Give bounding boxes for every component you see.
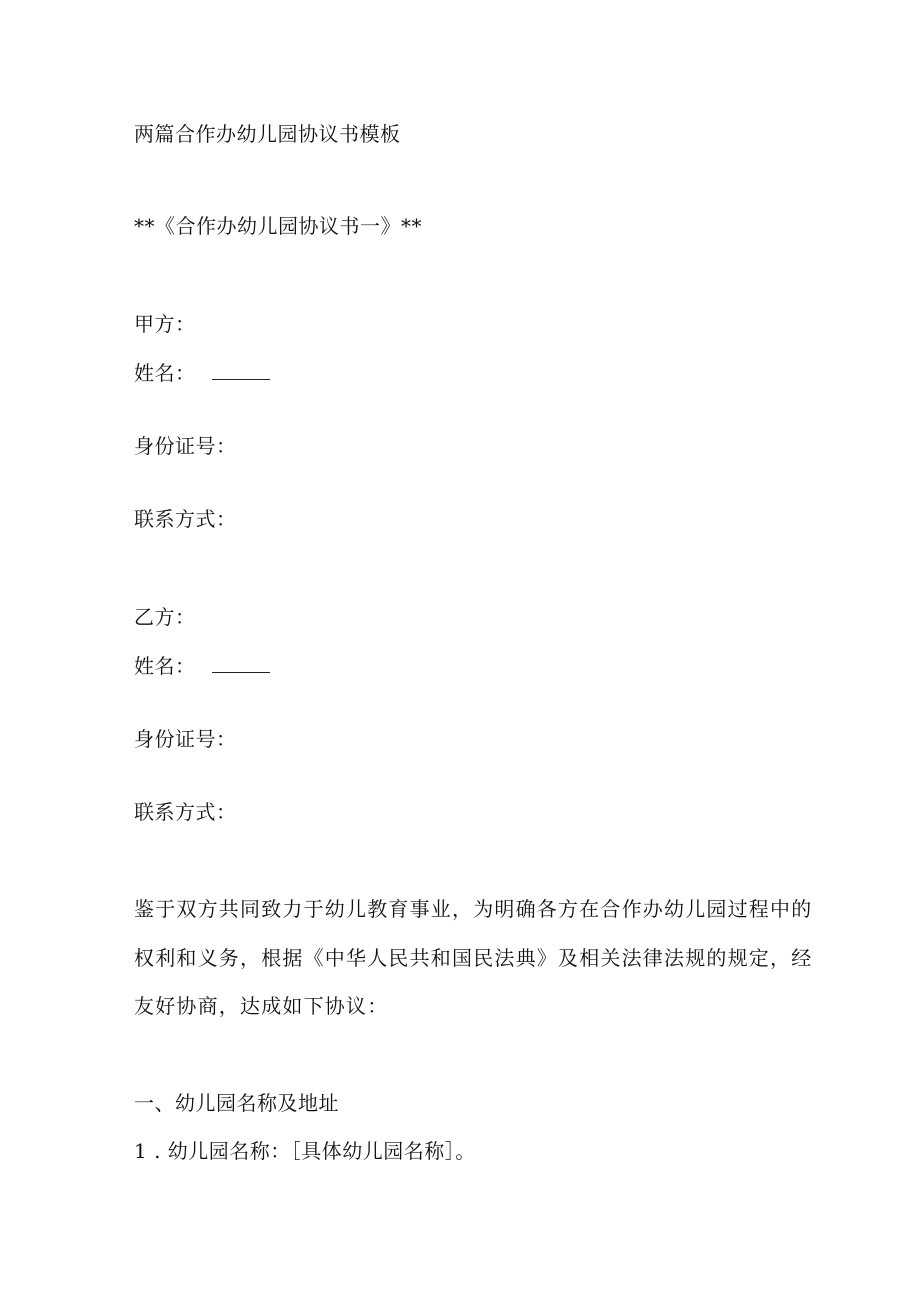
party-a-name-row bbox=[134, 361, 270, 385]
party-a-contact-label: 联系方式： bbox=[134, 507, 237, 531]
party-b-name-label: 姓名： bbox=[134, 654, 196, 678]
party-a-name-blank bbox=[212, 365, 270, 380]
section-heading: **《合作办幼儿园协议书一》** bbox=[134, 214, 422, 238]
party-b-id-label: 身份证号： bbox=[134, 727, 237, 751]
clause-1-heading: 一、幼儿园名称及地址 bbox=[134, 1091, 339, 1115]
party-b-name-blank bbox=[212, 658, 270, 673]
party-b-name-row bbox=[134, 654, 270, 678]
party-a-name-label: 姓名： bbox=[134, 361, 196, 385]
party-b-contact-label: 联系方式： bbox=[134, 800, 237, 824]
preamble-line-3: 友好协商，达成如下协议： bbox=[134, 994, 389, 1018]
document-title: 两篇合作办幼儿园协议书模板 bbox=[134, 122, 401, 146]
clause-1-item-1: 1 . 幼儿园名称：［具体幼儿园名称］。 bbox=[134, 1139, 476, 1163]
party-b-label: 乙方： bbox=[134, 605, 196, 629]
preamble-line-1: 鉴于双方共同致力于幼儿教育事业，为明确各方在合作办幼儿园过程中的 bbox=[134, 897, 813, 921]
preamble-line-2: 权利和义务，根据《中华人民共和国民法典》及相关法律法规的规定，经 bbox=[134, 946, 813, 970]
party-a-id-label: 身份证号： bbox=[134, 434, 237, 458]
party-a-label: 甲方： bbox=[134, 312, 196, 336]
